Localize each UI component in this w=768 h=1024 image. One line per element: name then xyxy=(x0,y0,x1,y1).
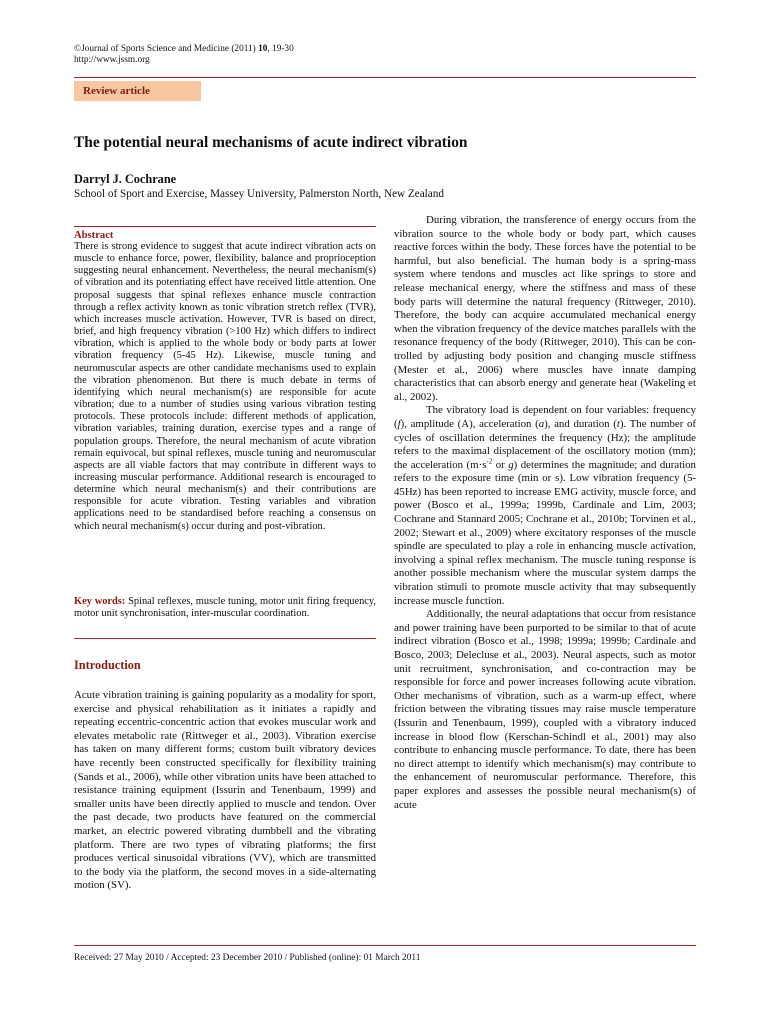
author-affiliation: School of Sport and Exercise, Massey University, Palmerston North, New Zealand xyxy=(74,188,444,200)
right-paragraph-2 xyxy=(394,404,696,608)
journal-url[interactable]: http://www.jssm.org xyxy=(74,55,150,65)
abstract-top-rule xyxy=(74,226,376,227)
abstract-heading: Abstract xyxy=(74,230,114,241)
abstract-bottom-rule xyxy=(74,638,376,639)
p2-seg-a: The vibratory load is dependent on four variables: frequency ( xyxy=(394,404,696,430)
p2-seg-c: ), and duration ( xyxy=(544,417,617,430)
abstract-text xyxy=(74,241,376,533)
p2-seg-e: or xyxy=(492,458,509,471)
received-dates: Received: 27 May 2010 / Accepted: 23 December 2010 / Published (online): 01 March 2011 xyxy=(74,953,421,963)
right-column xyxy=(394,214,696,812)
keywords xyxy=(74,596,376,620)
p2-var-f: f xyxy=(397,417,401,430)
p2-superscript: -2 xyxy=(486,457,493,466)
footer-rule xyxy=(74,945,696,946)
header-rule xyxy=(74,77,696,78)
journal-pages: , 19-30 xyxy=(267,44,294,54)
keywords-text: Spinal reflexes, muscle tuning, motor unit firing frequency, motor unit synchronisation, inter-muscular coordination. xyxy=(74,596,376,620)
p2-seg-b: ), amplitude (A), acceleration ( xyxy=(400,417,539,430)
p2-var-a: a xyxy=(538,417,545,430)
abstract-paragraph: There is strong evidence to suggest that acute indirect vibration acts on muscle to enhance force, power, flexibility, balance and proprioception suggesting neural enhancement. Nevertheless, the neural mechanism(s) of vibration and its potentiating effect have received little attention. One proposal suggests that spinal reflexes enhance muscle contraction through a reflex activity known as tonic vibration stretch reflex (TVR), which increases muscle activation. However, TVR is based on direct, brief, and high frequency vibration (>100 Hz) which differs to indirect vibration, which is applied to the whole body or body parts at lower vibration frequency (5-45 Hz). Likewise, muscle tuning and neuromuscular aspects are other candidate mechanisms used to explain the vibration phenomenon. But there is much debate in terms of identifying which neural mechanism(s) are responsible for acute vibration; due to a number of studies using various vibration testing protocols. These protocols include: different methods of application, vibration variables, training duration, exercise types and a range of population groups. Therefore, the neural mechanism of acute vibration remain equivocal, but spinal reflexes, muscle tuning and neuromuscular aspects are all viable factors that may contribute in different ways to increasing muscular performance. Additional research is encouraged to determine which neural mechanism(s) and their contributions are responsible for acute vibration. Testing variables and vibration applications need to be standardised before reaching a consensus on which neural mechanism(s) occur during and post-vibration. xyxy=(74,241,376,532)
p2-var-t: t xyxy=(616,417,620,430)
journal-volume: 10 xyxy=(258,44,268,54)
author-name: Darryl J. Cochrane xyxy=(74,172,177,186)
p2-seg-f: ) determines the magnitude; and duration refers to the exposure time (min or s). Low vibration frequency (5-45Hz) has been reported to increase EMG activity, muscle force, and power (Bosco et al., 1999a; 1999b, Cardinale and Lim, 2003; Cochrane and Stannard 2005; Cochrane et al., 2010b; Torvinen et al., 2002; Stewart et al., 2009) where excitatory responses of the muscle spindle are speculated to play a role in enhancing muscle activation, involving a spinal reflex mechanism. The muscle tuning response is another possible mechanism where the muscular system damps the vibration stimuli to promote muscle activity that may subsequently increase muscle function. xyxy=(394,458,696,607)
article-type-badge: Review article xyxy=(74,81,201,101)
p2-seg-d: ). The number of cycles of oscillation determines the frequency (Hz); the amplitude refers to the maximal displacement of the oscillatory motion (mm); the acceleration (m·s xyxy=(394,417,696,471)
journal-prefix: ©Journal of Sports Science and Medicine (2011) xyxy=(74,44,259,54)
right-paragraph-3: Additionally, the neural adaptations that occur from resistance and power training have been purported to be similar to that of acute indirect vibration (Bosco et al., 1998; 1999a; 1999b; Cardinale and Bosco, 2003; Delecluse et al., 2003). Neural aspects, such as motor unit recruitment, synchronisation, and co-contraction may be responsible for force and power increases following acute vibration. Other mechanisms of vibration, such as a warm-up effect, where friction between the vibrating tissues may raise muscle temperature (Issurin and Tenenbaum, 1999), coupled with a vibratory induced increase in blood flow (Kerschan-Schindl et al., 2001) may also contribute to enhancing muscle performance. To date, there has been no direct attempt to identify which mechanism(s) may contribute to the enhancement of neuromuscular performance. Therefore, this paper explores and assesses the possible neural mechanism(s) of acute xyxy=(394,608,696,811)
journal-citation xyxy=(74,44,294,55)
right-paragraph-1: During vibration, the transference of energy occurs from the vibration source to the whole body or body part, which causes reactive forces within the body. These forces have the potential to be harmful, but also beneficial. The human body is a spring-mass system where tendons and muscles act like springs to store and release mechanical energy, where the stiffness and mass of these body parts will determine the natural frequency (Rittweger, 2010). Therefore, the body can acquire accumulated mechanical energy when the vibration frequency of the device matches parallels with the resonance frequency of the body (Rittweger, 2010). This can be controlled by adjusting body position and changing muscle stiffness (Mester et al., 2006) where muscles have innate damping characteristics that can absorb energy and generate heat (Wakeling et al., 2002). xyxy=(394,214,696,403)
introduction-heading: Introduction xyxy=(74,658,141,672)
keywords-label: Key words: xyxy=(74,596,126,607)
p2-var-g: g xyxy=(508,458,514,471)
article-title: The potential neural mechanisms of acute indirect vibration xyxy=(74,134,468,151)
introduction-text xyxy=(74,689,376,893)
introduction-paragraph: Acute vibration training is gaining popularity as a modality for sport, exercise and physical rehabilitation as it initiates a rapidly and repeating eccentric-concentric action that evokes muscular work and elevates metabolic rate (Rittweger et al., 2003). Vibration exercise has taken on many different forms; custom built vibratory devices have recently been constructed specifically for flexibility training (Sands et al., 2006), while other vibration units have been attached to resistance training equipment (Issurin and Tenenbaum, 1999) and smaller units have been directly applied to muscle and tendon. Over the past decade, two products have featured on the commercial market, an electric powered vibrating dumbbell and the vibrating platform. There are two types of vibrating platforms; the first produces vertical sinusoidal vibrations (VV), which are transmitted to the body via the platform, the second moves in a side-alternating motion (SV). xyxy=(74,689,376,892)
